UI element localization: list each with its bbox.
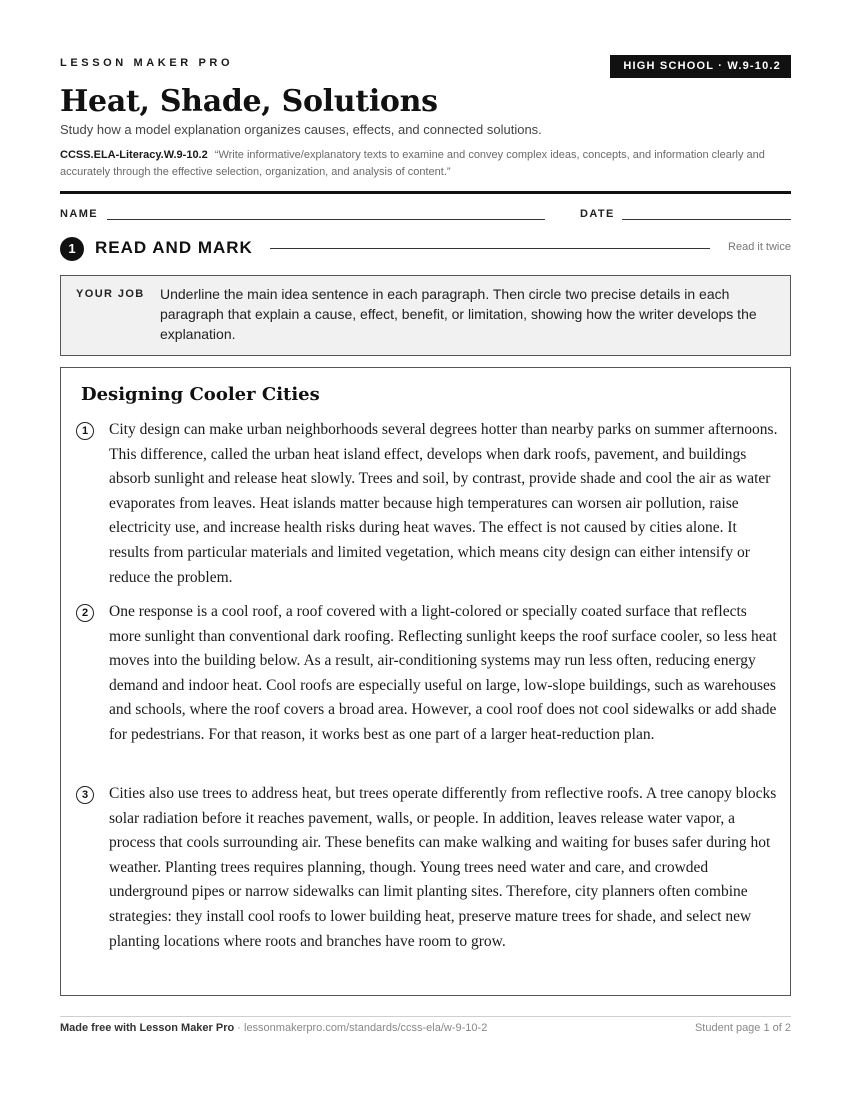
instructions-text: Underline the main idea sentence in each paragraph. Then circle two precise details in each paragraph that explain a cause, effect, benefit, or limitation, showing how the writer develops the explanation. [160,286,757,342]
name-label: NAME [60,208,98,220]
instructions-label: YOUR JOB [76,288,145,300]
date-label: DATE [580,208,615,220]
header-bar [60,55,791,79]
footer-credit: Made free with Lesson Maker Pro [60,1022,235,1034]
reading-passage [60,367,791,996]
footer-separator: · [234,1022,244,1034]
paragraph-text-2: One response is a cool roof, a roof covered with a light-colored or specially coated surface that reflects more sunlight than conventional dark roofing. Reflecting sunlight keeps the roof surface cooler, so less heat moves into the building below. As a result, air-conditioning systems may run less often, reducing energy demand and indoor heat. Cool roofs are especially useful on large, low-slope buildings, such as warehouses and schools, where the roof covers a broad area. However, a cool roof does not cool sidewalks or add shade for pedestrians. For that reason, it works best as one part of a larger heat-reduction plan. [109,603,777,743]
brand-name: LESSON MAKER PRO [60,57,234,69]
paragraph-number-3: 3 [76,786,94,804]
page-number: Student page 1 of 2 [694,1022,791,1034]
grade-standard-badge: HIGH SCHOOL · W.9-10.2 [610,55,791,78]
paragraph-number-2: 2 [76,604,94,622]
header-divider [60,191,791,194]
passage-title: Designing Cooler Cities [81,384,320,405]
section-number-badge: 1 [60,237,84,261]
paragraph-number-1: 1 [76,422,94,440]
standard-statement [60,147,791,181]
worksheet-page [60,0,791,1100]
page-subtitle: Study how a model explanation organizes causes, effects, and connected solutions. [60,122,542,137]
page-footer [60,1022,791,1034]
paragraph-text-3: Cities also use trees to address heat, but trees operate differently from reflective roofs. A tree canopy blocks solar radiation before it reaches pavement, walls, or people. In addition, leaves release water vapor, a process that cools surrounding air. These benefits can make walking and waiting for buses safer during hot weather. Planting trees requires planning, though. Young trees need water and care, and crowded underground pipes or narrow sidewalks can limit planting sites. Therefore, city planners often combine strategies: they install cool roofs to lower building heat, preserve mature trees for shade, and select new planting locations where roots and branches have room to grow. [109,785,777,950]
standard-code: CCSS.ELA-Literacy.W.9-10.2 [60,149,208,161]
footer-divider [60,1016,791,1017]
student-info-fields [60,207,791,223]
section-header [60,237,791,261]
footer-url[interactable]: lessonmakerpro.com/standards/ccss-ela/w-9-10-2 [244,1022,488,1034]
section-note: Read it twice [728,241,791,253]
section-title: READ AND MARK [95,238,253,257]
standard-text: “Write informative/explanatory texts to examine and convey complex ideas, concepts, and information clearly and accurately through the effective selection, organization, and analysis of content.” [60,149,765,178]
paragraph-text-1: City design can make urban neighborhoods several degrees hotter than nearby parks on summer afternoons. This difference, called the urban heat island effect, develops when dark roofs, pavement, and buildings absorb sunlight and release heat slowly. Trees and soil, by contrast, provide shade and cool the air as water evaporates from leaves. Heat islands matter because high temperatures can worsen air pollution, raise electricity use, and increase health risks during heat waves. The effect is not caused by cities alone. It results from particular materials and limited vegetation, which means city design can either intensify or reduce the problem. [109,421,778,586]
page-title: Heat, Shade, Solutions [60,84,438,119]
name-field[interactable] [107,219,545,220]
section-divider [270,248,710,249]
date-field[interactable] [622,219,791,220]
instructions-box [60,275,791,356]
